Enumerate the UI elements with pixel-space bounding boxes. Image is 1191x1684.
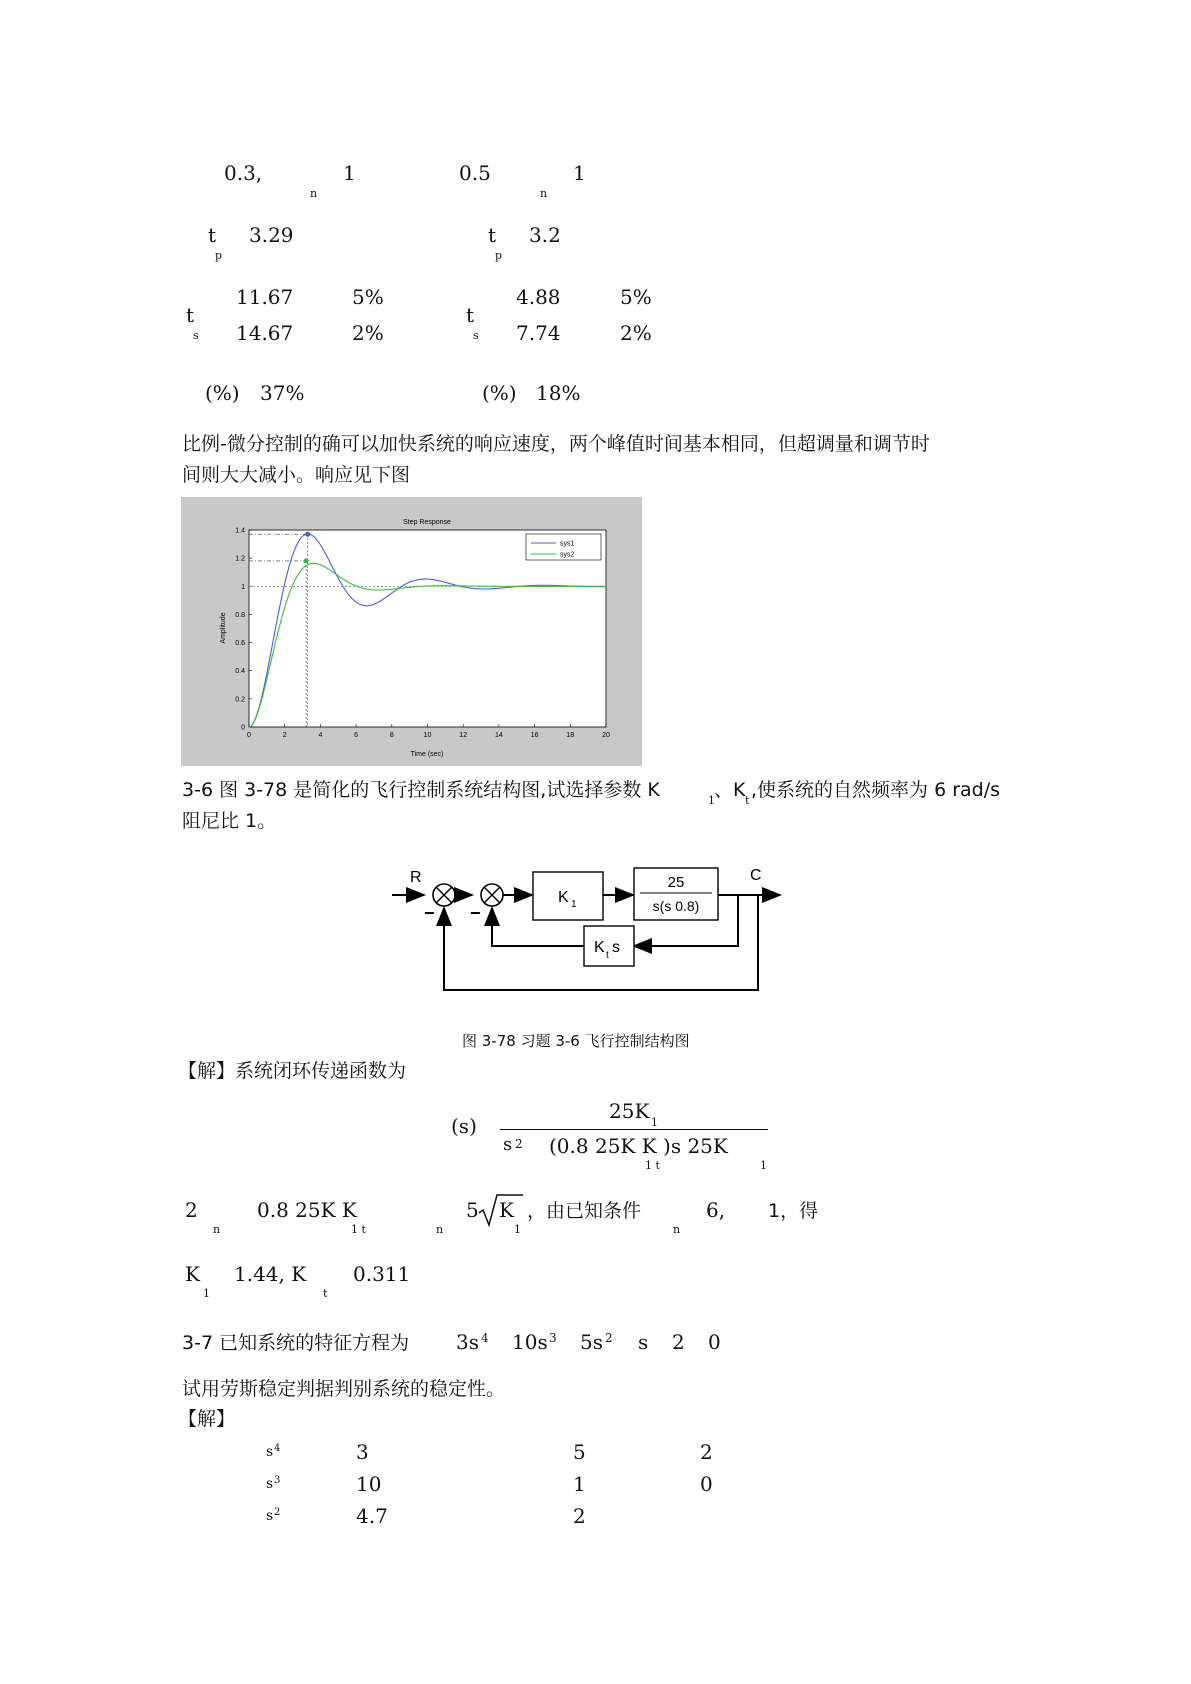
case1-ts-5-pct: 5% <box>352 285 384 309</box>
y-tick-label: 1.4 <box>235 527 245 535</box>
chart-ylabel: Amplitude <box>220 612 227 644</box>
case2-ts-2-value: 7.74 <box>516 321 561 345</box>
char-eq-term: 0 <box>708 1330 721 1354</box>
case1-ts-sub: s <box>193 329 199 342</box>
x-tick-label: 10 <box>423 732 432 739</box>
legend-label-sys1: sys1 <box>560 540 575 548</box>
y-tick-label: 1 <box>241 583 245 591</box>
routh-cell: 3 <box>356 1440 369 1464</box>
chart-xlabel: Time (sec) <box>410 751 444 758</box>
problem-3-7-line1: 3-7 已知系统的特征方程为 <box>182 1332 410 1354</box>
kt-block-label: K <box>594 939 605 956</box>
case2-ts-2-pct: 2% <box>620 321 652 345</box>
case1-ts-2-pct: 2% <box>352 321 384 345</box>
problem-3-7-line2: 试用劳斯稳定判据判别系统的稳定性。 <box>182 1378 506 1400</box>
case1-os-label: (%) <box>205 381 240 405</box>
char-eq-term: 10s <box>512 1330 548 1354</box>
case2-os-value: 18% <box>536 381 581 405</box>
summing-junction-outer <box>433 884 455 906</box>
kt-block <box>584 926 634 966</box>
x-tick-label: 18 <box>566 732 575 739</box>
figure-caption: 图 3-78 习题 3-6 飞行控制结构图 <box>462 1032 690 1050</box>
case1-ts-label: t <box>186 303 195 327</box>
result-kt-value: 0.311 <box>353 1262 411 1286</box>
legend-label-sys2: sys2 <box>560 551 575 559</box>
eq-six: 6, <box>706 1198 726 1222</box>
chart-legend <box>526 534 601 560</box>
step-response-figure <box>181 497 642 766</box>
x-tick-label: 12 <box>459 732 468 739</box>
peak-marker-sys1 <box>305 532 310 537</box>
case2-wn-sub: n <box>540 187 548 200</box>
result-k1-value: 1.44, K <box>234 1262 307 1286</box>
x-tick-label: 16 <box>530 732 539 739</box>
y-tick-label: 0.8 <box>235 611 245 619</box>
result-kt-sub: t <box>323 1287 328 1300</box>
routh-cell: 10 <box>356 1472 382 1496</box>
case2-wn: 1 <box>573 161 586 185</box>
y-tick-label: 0 <box>241 724 245 732</box>
y-tick-label: 0.4 <box>235 668 245 676</box>
peak-marker-sys2 <box>304 558 309 563</box>
routh-row-label: s <box>266 1444 274 1460</box>
closed-loop-numerator: 25K <box>609 1099 650 1123</box>
outer-minus-sign: − <box>424 903 435 923</box>
result-k1: K <box>185 1262 200 1286</box>
case1-tp-sub: p <box>215 249 223 262</box>
problem-3-6-kt-sub: t <box>745 794 750 807</box>
case1-os-value: 37% <box>260 381 305 405</box>
char-eq-power: 4 <box>481 1331 489 1345</box>
case1-tp-value: 3.29 <box>249 223 294 247</box>
eq-one: 1，得 <box>768 1200 819 1222</box>
routh-cell: 1 <box>573 1472 586 1496</box>
eq-two: 2 <box>185 1198 198 1222</box>
char-eq-term: 5s <box>580 1330 603 1354</box>
y-tick-label: 1.2 <box>235 555 245 563</box>
closed-loop-den-s-sup: 2 <box>515 1137 523 1151</box>
chart-title: Step Response <box>403 519 451 526</box>
case2-tp-label: t <box>488 223 497 247</box>
routh-cell: 4.7 <box>356 1504 388 1528</box>
routh-row-power: 2 <box>274 1507 281 1518</box>
solution-3-7-heading: 【解】 <box>178 1408 236 1430</box>
x-tick-label: 8 <box>389 732 394 739</box>
routh-cell: 0 <box>700 1472 713 1496</box>
solution-3-6-heading: 【解】系统闭环传递函数为 <box>178 1060 407 1082</box>
closed-loop-den-subs: 1 t <box>645 1159 660 1172</box>
case2-os-label: (%) <box>482 381 517 405</box>
problem-3-6-line2: 阻尼比 1。 <box>182 810 277 832</box>
case1-params: 0.3, <box>224 161 263 185</box>
closed-loop-den-last-sub: 1 <box>760 1159 767 1172</box>
x-tick-label: 2 <box>282 732 287 739</box>
closed-loop-den-s: s <box>503 1134 513 1155</box>
eq-n2: n <box>436 1223 444 1236</box>
plant-numerator: 25 <box>667 874 685 891</box>
case1-wn-sub: n <box>310 187 318 200</box>
case1-wn: 1 <box>343 161 356 185</box>
case2-ts-5-pct: 5% <box>620 285 652 309</box>
eq-five: 5 <box>466 1198 479 1222</box>
eq-mid-subs: 1 t <box>351 1223 366 1236</box>
input-r-label: R <box>410 869 422 886</box>
char-eq-power: 2 <box>605 1331 613 1345</box>
case2-ts-5-value: 4.88 <box>516 285 561 309</box>
closed-loop-phi: (s) <box>451 1114 477 1138</box>
closed-loop-numerator-sub: 1 <box>651 1116 658 1129</box>
x-tick-label: 0 <box>247 732 251 739</box>
output-c-label: C <box>750 867 762 884</box>
x-tick-label: 4 <box>318 732 323 739</box>
x-tick-label: 6 <box>354 732 359 739</box>
eq-mid: 0.8 25K K <box>257 1198 357 1222</box>
case2-ts-sub: s <box>473 329 479 342</box>
k1-block-sub: 1 <box>571 899 577 910</box>
conclusion-line-2: 间则大大减小。响应见下图 <box>182 464 411 486</box>
kt-block-s: s <box>612 939 620 956</box>
eq-radicand: K <box>499 1198 514 1222</box>
step-response-chart <box>181 497 642 766</box>
routh-row-label: s <box>266 1508 274 1524</box>
closed-loop-den-mid: (0.8 25K K )s 25K <box>549 1134 728 1158</box>
char-eq-power: 3 <box>549 1331 557 1345</box>
problem-3-6-sep: 、K <box>714 779 746 801</box>
x-tick-label: 14 <box>495 732 503 739</box>
eq-n1: n <box>213 1223 221 1236</box>
case1-tp-label: t <box>208 223 217 247</box>
routh-cell: 2 <box>573 1504 586 1528</box>
case2-params: 0.5 <box>459 161 491 185</box>
problem-3-6-line1-a: 3-6 图 3-78 是简化的飞行控制系统结构图,试选择参数 K <box>182 779 660 801</box>
char-eq-term: s <box>638 1330 649 1354</box>
problem-3-6-line1-b: ,使系统的自然频率为 6 rad/s <box>751 779 1001 801</box>
case1-ts-2-value: 14.67 <box>236 321 294 345</box>
k1-block-label: K <box>558 889 569 906</box>
x-tick-label: 20 <box>602 732 610 739</box>
summing-junction-inner <box>481 884 503 906</box>
flight-control-block-diagram <box>390 862 810 1002</box>
routh-row-label: s <box>266 1476 274 1492</box>
y-tick-label: 0.2 <box>235 696 245 704</box>
case2-ts-label: t <box>466 303 475 327</box>
eq-condition: ，由已知条件 <box>527 1200 642 1222</box>
closed-loop-fraction-bar <box>500 1129 768 1130</box>
char-eq-term: 2 <box>672 1330 685 1354</box>
routh-row-power: 3 <box>274 1475 281 1486</box>
routh-row-power: 4 <box>274 1443 281 1454</box>
inner-minus-sign: − <box>470 903 481 923</box>
problem-3-6-k1-sub: 1 <box>708 794 715 807</box>
char-eq-term: 3s <box>456 1330 479 1354</box>
y-tick-label: 0.6 <box>235 640 245 648</box>
routh-cell: 5 <box>573 1440 586 1464</box>
case1-ts-5-value: 11.67 <box>236 285 294 309</box>
case2-tp-value: 3.2 <box>529 223 561 247</box>
routh-cell: 2 <box>700 1440 713 1464</box>
eq-radicand-sub: 1 <box>514 1223 521 1236</box>
case2-tp-sub: p <box>495 249 503 262</box>
kt-block-sub: t <box>606 950 609 961</box>
eq-n3: n <box>673 1223 681 1236</box>
conclusion-line-1: 比例-微分控制的确可以加快系统的响应速度，两个峰值时间基本相同，但超调量和调节时 <box>182 433 930 455</box>
plant-denominator: s(s 0.8) <box>652 898 700 914</box>
result-k1-sub: 1 <box>203 1287 210 1300</box>
